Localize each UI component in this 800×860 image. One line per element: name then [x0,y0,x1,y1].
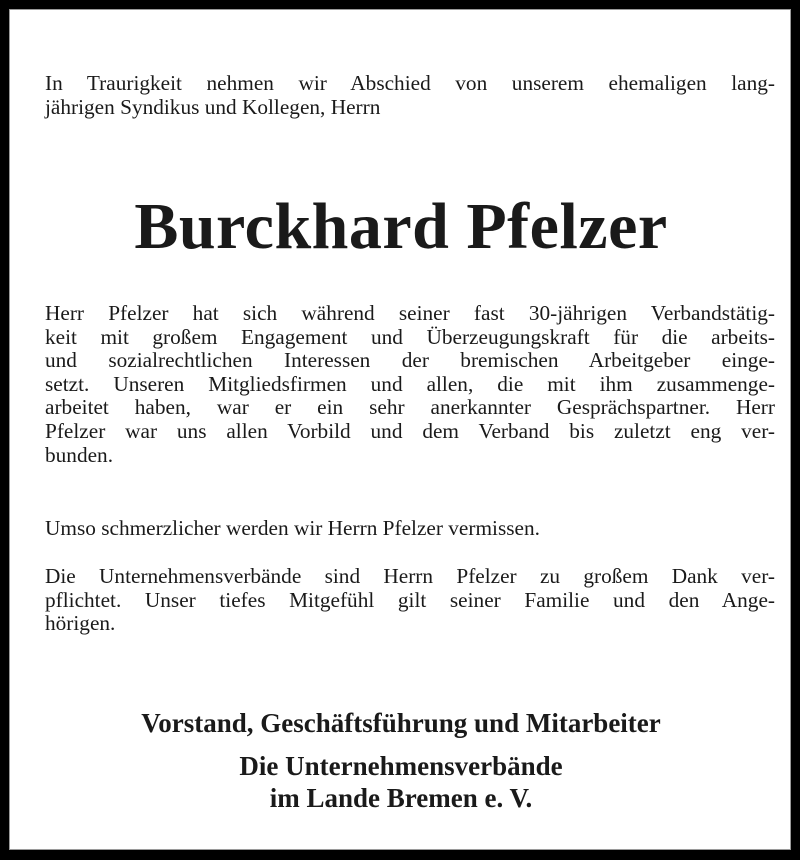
tribute-line: keit mit großem Engagement und Überzeugungskraft für die arbeits- [45,324,775,349]
obituary-notice [9,9,791,850]
signature-region: im Lande Bremen e. V. [269,783,533,813]
gratitude-paragraph [45,565,775,636]
gratitude-line: Die Unternehmensverbände sind Herrn Pfelzer zu großem Dank ver- [45,564,775,588]
tribute-line: und sozialrechtlichen Interessen der bremischen Arbeitgeber einge- [45,348,775,373]
tribute-paragraph [45,302,775,467]
intro-line: jährigen Syndikus und Kollegen, Herrn [45,94,381,119]
intro-line: In Traurigkeit nehmen wir Abschied von unserem ehemaligen lang- [45,71,775,95]
sorrow-line: Umso schmerzlicher werden wir Herrn Pfelzer vermissen. [45,516,540,540]
gratitude-line: pflichtet. Unser tiefes Mitgefühl gilt seiner Familie und den Ange- [45,587,775,612]
tribute-line: arbeitet haben, war er ein sehr anerkannter Gesprächspartner. Herr [45,395,775,420]
tribute-line: setzt. Unseren Mitgliedsfirmen und allen, die mit ihm zusammenge- [45,371,775,396]
signature-staff: Vorstand, Geschäftsführung und Mitarbeiter [141,708,661,738]
tribute-line: bunden. [45,442,114,467]
gratitude-line: hörigen. [45,611,116,636]
deceased-name: Burckhard Pfelzer [134,190,668,263]
signature-organization: Die Unternehmensverbände [239,751,563,781]
tribute-line: Pfelzer war uns allen Vorbild und dem Verband bis zuletzt eng ver- [45,418,775,443]
sorrow-paragraph [45,517,775,541]
tribute-line: Herr Pfelzer hat sich während seiner fast 30-jährigen Verbandstätig- [45,301,775,325]
intro-paragraph [45,72,775,119]
